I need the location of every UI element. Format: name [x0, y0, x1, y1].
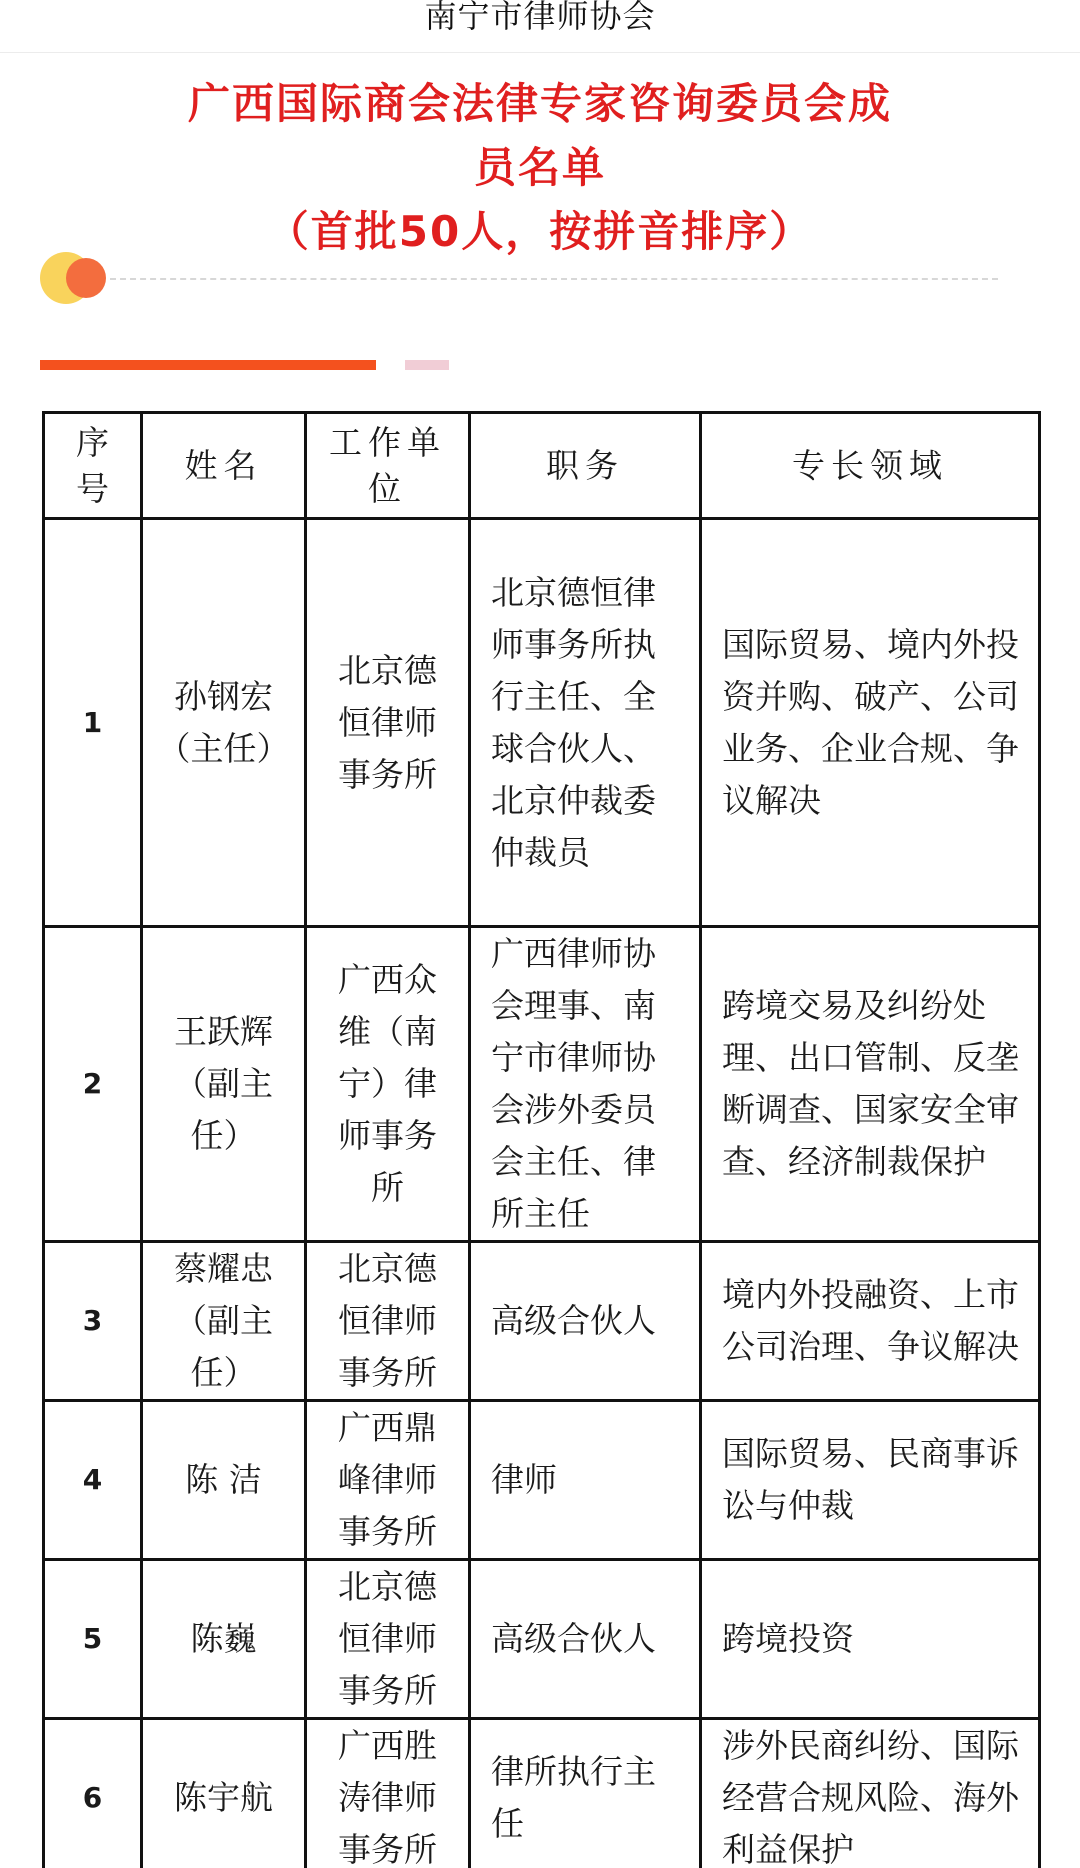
table-row: [44, 1560, 1040, 1719]
header-name: 姓名: [142, 413, 306, 519]
row-specialty: 跨境投资: [701, 1560, 1040, 1719]
table-row: [44, 519, 1040, 927]
row-num: 6: [44, 1719, 142, 1868]
row-num: 4: [44, 1401, 142, 1560]
row-firm: 广西鼎峰律师事务所: [306, 1401, 470, 1560]
row-position: 高级合伙人: [470, 1560, 701, 1719]
accent-bar-light: [405, 360, 449, 370]
row-position: 高级合伙人: [470, 1242, 701, 1401]
orange-circle-icon: [66, 258, 106, 298]
article-headline: [0, 72, 1080, 264]
row-specialty: 国际贸易、境内外投资并购、破产、公司业务、企业合规、争议解决: [701, 519, 1040, 927]
dashed-divider: [110, 278, 998, 280]
row-specialty: 国际贸易、民商事诉讼与仲裁: [701, 1401, 1040, 1560]
row-specialty: 境内外投融资、上市公司治理、争议解决: [701, 1242, 1040, 1401]
row-firm: 广西胜涛律师事务所: [306, 1719, 470, 1868]
row-num: 1: [44, 519, 142, 927]
row-name: 王跃辉（副主任）: [142, 927, 306, 1242]
row-num: 5: [44, 1560, 142, 1719]
account-title: 南宁市律师协会: [424, 0, 656, 35]
table-row: [44, 1401, 1040, 1560]
row-num: 3: [44, 1242, 142, 1401]
table-row: [44, 1242, 1040, 1401]
headline-line-2: 员名单: [473, 143, 606, 192]
row-firm: 北京德恒律师事务所: [306, 519, 470, 927]
headline-line-1: 广西国际商会法律专家咨询委员会成: [187, 79, 892, 128]
row-num: 2: [44, 927, 142, 1242]
row-specialty: 跨境交易及纠纷处理、出口管制、反垄断调查、国家安全审查、经济制裁保护: [701, 927, 1040, 1242]
row-name: 蔡耀忠（副主任）: [142, 1242, 306, 1401]
row-position: 律所执行主任: [470, 1719, 701, 1868]
member-table: [42, 411, 1041, 1868]
table-header-row: [44, 413, 1040, 519]
row-firm: 北京德恒律师事务所: [306, 1242, 470, 1401]
row-name: 孙钢宏（主任）: [142, 519, 306, 927]
header-firm: 工作单位: [306, 413, 470, 519]
header-specialty: 专长领域: [701, 413, 1040, 519]
row-position: 北京德恒律师事务所执行主任、全球合伙人、北京仲裁委仲裁员: [470, 519, 701, 927]
accent-bar: [40, 360, 376, 370]
header-position: 职务: [470, 413, 701, 519]
row-specialty: 涉外民商纠纷、国际经营合规风险、海外利益保护: [701, 1719, 1040, 1868]
row-position: 广西律师协会理事、南宁市律师协会涉外委员会主任、律所主任: [470, 927, 701, 1242]
table-row: [44, 927, 1040, 1242]
top-bar: [0, 0, 1080, 53]
row-position: 律师: [470, 1401, 701, 1560]
row-firm: 北京德恒律师事务所: [306, 1560, 470, 1719]
table-row: [44, 1719, 1040, 1868]
header-num: 序号: [44, 413, 142, 519]
row-name: 陈巍: [142, 1560, 306, 1719]
row-firm: 广西众维（南宁）律师事务所: [306, 927, 470, 1242]
headline-line-3: （首批50人，按拼音排序）: [266, 207, 814, 256]
row-name: 陈 洁: [142, 1401, 306, 1560]
row-name: 陈宇航: [142, 1719, 306, 1868]
decorative-circles-icon: [40, 252, 110, 308]
